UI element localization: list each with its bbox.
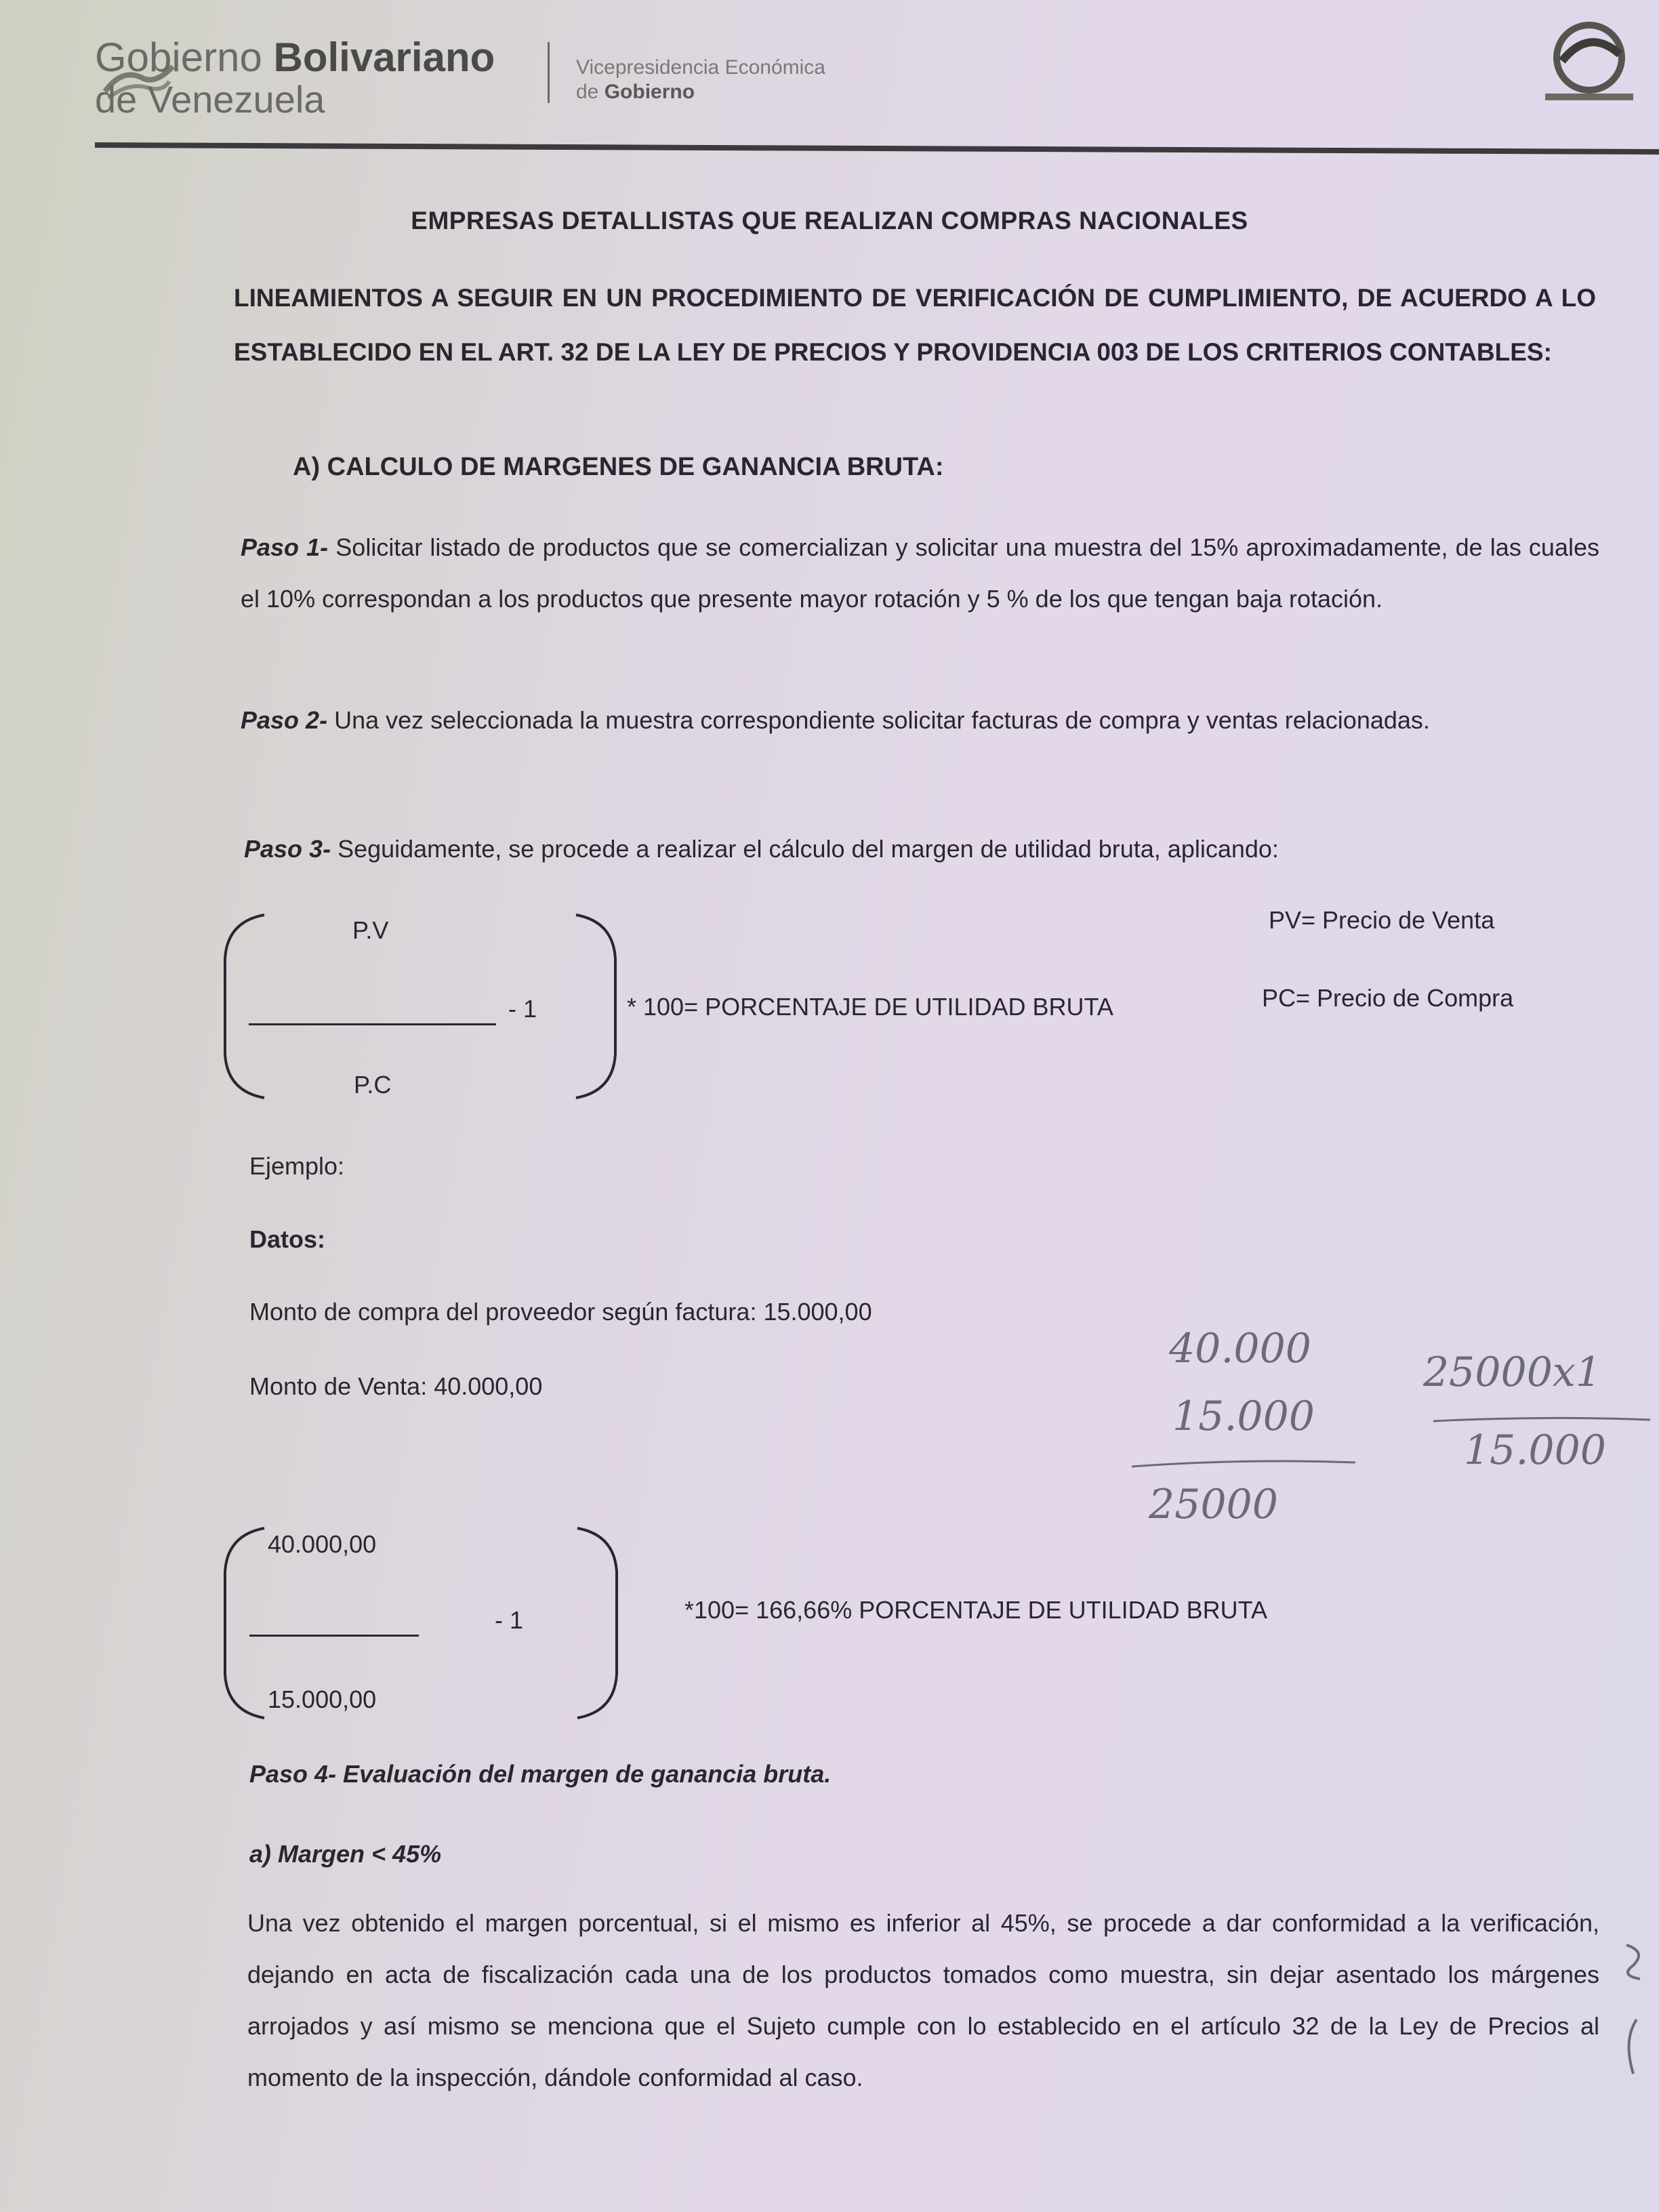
handwritten-25000x1: 25000x1 bbox=[1423, 1349, 1601, 1396]
section-a-heading: A) CALCULO DE MARGENES DE GANANCIA BRUTA: bbox=[293, 453, 944, 481]
header-separator bbox=[548, 42, 550, 103]
vice-line2-prefix: de bbox=[576, 81, 599, 103]
paso-3-text: Seguidamente, se procede a realizar el cálculo del margen de utilidad bruta, aplicando: bbox=[331, 835, 1279, 863]
example-minus-one: - 1 bbox=[495, 1606, 524, 1634]
intro-heading: LINEAMIENTOS A SEGUIR EN UN PROCEDIMIENTO DE VERIFICACIÓN DE CUMPLIMIENTO, DE ACUERDO A LO ESTABLECIDO EN EL ART. 32 DE LA LEY DE PRECIOS Y PROVIDENCIA 003 DE LOS CRITERIOS CONTABLES: bbox=[234, 284, 1596, 366]
example-result: *100= 166,66% PORCENTAJE DE UTILIDAD BRUTA bbox=[684, 1596, 1267, 1624]
government-name bbox=[95, 34, 495, 119]
paso-4-heading: Paso 4- Evaluación del margen de ganancia bruta. bbox=[249, 1760, 832, 1788]
document-title: EMPRESAS DETALLISTAS QUE REALIZAN COMPRAS NACIONALES bbox=[411, 207, 1248, 234]
handwritten-40000: 40.000 bbox=[1169, 1325, 1311, 1372]
example-right-bracket bbox=[571, 1525, 625, 1721]
example-left-bracket bbox=[217, 1525, 271, 1721]
paso-2-label: Paso 2- bbox=[241, 706, 328, 734]
pv-definition: PV= Precio de Venta bbox=[1269, 906, 1495, 934]
vice-line2-bold: Gobierno bbox=[604, 81, 695, 103]
paso-3-paragraph bbox=[244, 823, 1603, 875]
handwritten-sum-line bbox=[1128, 1457, 1359, 1471]
formula-minus-one: - 1 bbox=[508, 995, 537, 1023]
paso-2-text: Una vez seleccionada la muestra correspondiente solicitar facturas de compra y ventas relacionadas. bbox=[327, 706, 1430, 734]
datos-label: Datos: bbox=[249, 1225, 326, 1253]
sundde-logo-icon bbox=[1525, 14, 1654, 115]
margen-a-heading: a) Margen < 45% bbox=[249, 1840, 442, 1868]
handwritten-margin-mark bbox=[1599, 1938, 1654, 2081]
header-rule bbox=[95, 142, 1659, 155]
monto-compra: Monto de compra del proveedor según factura: 15.000,00 bbox=[249, 1298, 872, 1326]
formula-right-bracket bbox=[569, 912, 623, 1101]
paso-3-label: Paso 3- bbox=[244, 835, 331, 863]
paso-1-label: Paso 1- bbox=[241, 533, 329, 561]
example-numerator: 40.000,00 bbox=[268, 1530, 377, 1558]
formula-numerator: P.V bbox=[352, 916, 389, 944]
pc-definition: PC= Precio de Compra bbox=[1262, 984, 1514, 1012]
gov-prefix: Gobierno bbox=[95, 35, 262, 80]
formula-result: * 100= PORCENTAJE DE UTILIDAD BRUTA bbox=[627, 993, 1113, 1021]
formula-fraction-line bbox=[249, 1023, 496, 1025]
handwritten-25000: 25000 bbox=[1149, 1481, 1278, 1528]
formula-denominator: P.C bbox=[354, 1071, 392, 1099]
vicepresidency-name bbox=[576, 56, 825, 104]
paso-1-text: Solicitar listado de productos que se comercializan y solicitar una muestra del 15% aproximadamente, de las cuales el 10% correspondan a los productos que presente mayor rotación y 5 % de los que tengan baja rotación. bbox=[241, 533, 1599, 613]
handwritten-15000: 15.000 bbox=[1172, 1393, 1315, 1440]
handwritten-division-line bbox=[1430, 1413, 1654, 1427]
example-fraction-line bbox=[249, 1635, 419, 1637]
paso-1-paragraph bbox=[241, 522, 1599, 625]
vice-line1: Vicepresidencia Económica bbox=[576, 56, 825, 79]
handwritten-15000-b: 15.000 bbox=[1464, 1427, 1606, 1474]
gov-line2: de Venezuela bbox=[95, 78, 325, 121]
gov-bold: Bolivariano bbox=[273, 35, 495, 80]
formula-left-bracket bbox=[217, 912, 271, 1101]
monto-venta: Monto de Venta: 40.000,00 bbox=[249, 1372, 543, 1400]
paso-2-paragraph bbox=[241, 695, 1599, 746]
example-denominator: 15.000,00 bbox=[268, 1685, 377, 1713]
ejemplo-label: Ejemplo: bbox=[249, 1152, 345, 1180]
margen-a-paragraph: Una vez obtenido el margen porcentual, si el mismo es inferior al 45%, se procede a dar conformidad a la verificación, dejando en acta de fiscalización cada una de los productos tomados como muestra, sin dejar asentado los márgenes arrojados y así mismo se menciona que el Sujeto cumple con lo establecido en el artículo 32 de la Ley de Precios al momento de la inspección, dándole conformidad al caso. bbox=[247, 1909, 1599, 2091]
